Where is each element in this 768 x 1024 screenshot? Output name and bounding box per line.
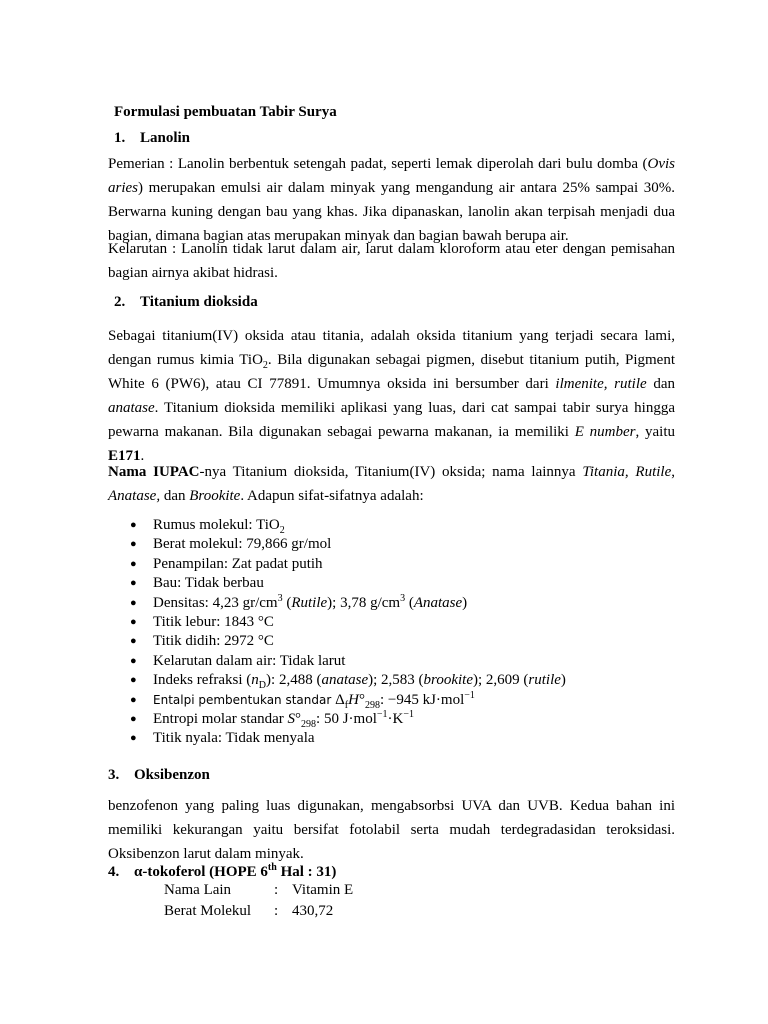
document-title: Formulasi pembuatan Tabir Surya (114, 104, 337, 120)
bullet-icon: ● (130, 519, 137, 531)
prop-boiling-point: Titik didih: 2972 °C (153, 633, 274, 650)
prop-density-sup2: 3 (400, 592, 406, 604)
prop-enthalpy-value: : −945 kJ·mol (379, 691, 465, 708)
lanolin-kelarutan-paragraph: Kelarutan : Lanolin tidak larut dalam air, larut dalam kloroform atau eter dengan pemisahan bagian airnya akibat hidrasi. (108, 241, 675, 281)
section-4-title-b: Hal : 31) (276, 864, 337, 880)
iupac-text-d: . Adapun sifat-sifatnya adalah: (240, 488, 424, 504)
bullet-icon: ● (130, 577, 137, 590)
section-3-title: Oksibenzon (134, 767, 210, 783)
row-value: 430,72 (292, 903, 334, 919)
bullet-icon: ● (130, 538, 137, 551)
section-3-heading (108, 765, 210, 785)
prop-density-anatase: Anatase (413, 594, 463, 611)
property-row-berat-molekul (164, 901, 333, 922)
section-3-number: 3. (108, 767, 120, 783)
prop-flash-point: Titik nyala: Tidak menyala (153, 730, 315, 747)
prop-refraction-n: n (251, 672, 259, 689)
iupac-label: Nama IUPAC (108, 464, 200, 480)
prop-refraction-e: ) (560, 672, 566, 689)
prop-solubility: Kelarutan dalam air: Tidak larut (153, 652, 346, 669)
property-row-nama-lain (164, 880, 353, 901)
tio2-text-f: . (140, 448, 145, 464)
tio2-text-b: . Bila digunakan sebagai pigmen, disebut titanium putih, Pigment White 6 (PW6), atau CI 77891. Umumnya oksida ini bersumber dari (108, 352, 675, 392)
prop-density-a: Densitas: 4,23 gr/cm (153, 594, 278, 611)
prop-entropy-sub: 298 (301, 718, 317, 730)
iupac-text-a: -nya Titanium dioksida, Titanium(IV) oksida; nama lainnya (199, 464, 583, 480)
prop-entropy-k: ·K (387, 710, 404, 727)
list-item (108, 691, 566, 710)
list-item (108, 516, 566, 535)
prop-enthalpy-delta: Δ (335, 691, 345, 708)
iupac-text-c: dan (160, 488, 190, 504)
prop-entropy-sup2: −1 (403, 708, 414, 720)
bullet-icon: ● (130, 615, 137, 628)
list-item (108, 594, 566, 613)
titanium-iupac-paragraph (108, 460, 675, 508)
prop-refraction-a: Indeks refraksi ( (153, 672, 252, 689)
list-item (108, 652, 566, 671)
section-2-heading (114, 292, 258, 312)
prop-refraction-anatase: anatase (321, 672, 369, 689)
lanolin-pemerian-paragraph (108, 152, 675, 248)
prop-entropy-sup1: −1 (376, 708, 388, 720)
iupac-anatase: Anatase, (108, 488, 161, 504)
prop-enthalpy-a: Entalpi pembentukan standar (153, 692, 336, 707)
titanium-properties-list (108, 516, 566, 749)
prop-entropy-a: Entropi molar standar (153, 710, 288, 727)
prop-enthalpy-h: H (348, 691, 359, 708)
tio2-text-c: dan (646, 376, 675, 392)
section-2-title: Titanium dioksida (140, 294, 258, 310)
prop-appearance: Penampilan: Zat padat putih (153, 555, 323, 572)
iupac-text-b: , (671, 464, 675, 480)
prop-enthalpy-sup: −1 (464, 689, 475, 701)
row-key: Berat Molekul (164, 903, 252, 919)
pemerian-text-a: Pemerian : Lanolin berbentuk setengah padat, seperti lemak diperolah dari bulu domba ( (108, 156, 648, 172)
bullet-icon: ● (130, 557, 137, 570)
bullet-icon: ● (130, 596, 137, 609)
prop-entropy-degree: ° (295, 710, 302, 727)
list-item (108, 671, 566, 690)
iupac-titania-rutile: Titania, Rutile (582, 464, 672, 480)
list-item (108, 632, 566, 651)
prop-melting-point: Titik lebur: 1843 °C (153, 613, 274, 630)
section-1-title: Lanolin (140, 130, 191, 146)
list-item (108, 729, 566, 748)
bullet-icon: ● (130, 674, 137, 687)
tio2-text-d: . Titanium dioksida memiliki aplikasi yang luas, dari cat sampai tabir surya hingga pewarna makanan. Bila digunakan sebagai pewarna makanan, ia memiliki (108, 400, 675, 440)
row-colon: : (274, 882, 279, 898)
section-2-number: 2. (114, 294, 126, 310)
tio2-sub: 2 (262, 360, 268, 371)
oksibenzon-paragraph: benzofenon yang paling luas digunakan, mengabsorbsi UVA dan UVB. Kedua bahan ini memiliki kekurangan yaitu bersifat fotolabil serta mudah terdegradasidan teroksidasi. Oksibenzon larut dalam minyak. (108, 798, 675, 862)
list-item (108, 613, 566, 632)
row-colon: : (274, 903, 279, 919)
tio2-e-number: E number (574, 424, 636, 440)
prop-odor: Bau: Tidak berbau (153, 575, 264, 592)
prop-refraction-brookite: brookite (423, 672, 473, 689)
prop-formula: Rumus molekul: TiO (153, 517, 280, 533)
pemerian-species: Ovis aries (108, 156, 675, 196)
prop-density-b: ( (282, 594, 292, 611)
prop-refraction-rutile: rutile (528, 672, 561, 689)
list-item (108, 710, 566, 729)
prop-refraction-c: ); 2,583 ( (368, 672, 424, 689)
prop-refraction-b: ): 2,488 ( (266, 672, 322, 689)
prop-refraction-sub: D (258, 680, 267, 692)
prop-density-e: ) (462, 594, 468, 611)
prop-formula-sub: 2 (279, 525, 285, 536)
section-1-number: 1. (114, 130, 126, 146)
section-4-title-sup: th (267, 862, 277, 873)
tio2-text-e: , yaitu (635, 424, 675, 440)
pemerian-text-b: ) merupakan emulsi air dalam minyak yang mengandung air antara 25% sampai 30%. Berwarna kuning dengan bau yang khas. Jika dipanaskan, lanolin akan terpisah menjadi dua bagian, dimana bagian atas merupakan minyak dan bagian bawah berupa air. (108, 180, 675, 244)
list-item (108, 535, 566, 554)
prop-enthalpy-degree: ° (358, 691, 365, 708)
prop-enthalpy-f: f (344, 699, 349, 711)
section-1-heading (114, 128, 190, 148)
section-4-number: 4. (108, 864, 120, 880)
bullet-icon: ● (130, 712, 137, 725)
bullet-icon: ● (130, 693, 137, 706)
prop-density-d: ( (405, 594, 414, 611)
iupac-brookite: Brookite (189, 488, 241, 504)
prop-molar-mass: Berat molekul: 79,866 gr/mol (153, 536, 332, 553)
prop-refraction-d: ); 2,609 ( (472, 672, 529, 689)
tio2-e171: E171 (108, 448, 141, 464)
prop-enthalpy-sub: 298 (364, 699, 380, 711)
section-4-heading (108, 862, 336, 882)
tio2-ilmenite-rutile: ilmenite, rutile (555, 376, 647, 392)
prop-entropy-s: S (287, 710, 296, 727)
bullet-icon: ● (130, 635, 137, 648)
prop-entropy-value: : 50 J·mol (316, 710, 377, 727)
prop-density-sup1: 3 (277, 592, 283, 604)
tio2-text-a: Sebagai titanium(IV) oksida atau titania, adalah oksida titanium yang terjadi secara lami, dengan rumus kimia TiO (108, 328, 675, 368)
section-4-title-a: α-tokoferol (HOPE 6 (134, 864, 268, 880)
prop-density-c: ); 3,78 g/cm (327, 594, 401, 611)
row-key: Nama Lain (164, 882, 232, 898)
list-item (108, 555, 566, 574)
list-item (108, 574, 566, 593)
bullet-icon: ● (130, 732, 137, 745)
tio2-anatase: anatase (108, 400, 155, 416)
bullet-icon: ● (130, 654, 137, 667)
row-value: Vitamin E (292, 882, 354, 898)
titanium-intro-paragraph (108, 324, 675, 468)
prop-density-rutile: Rutile (291, 594, 328, 611)
